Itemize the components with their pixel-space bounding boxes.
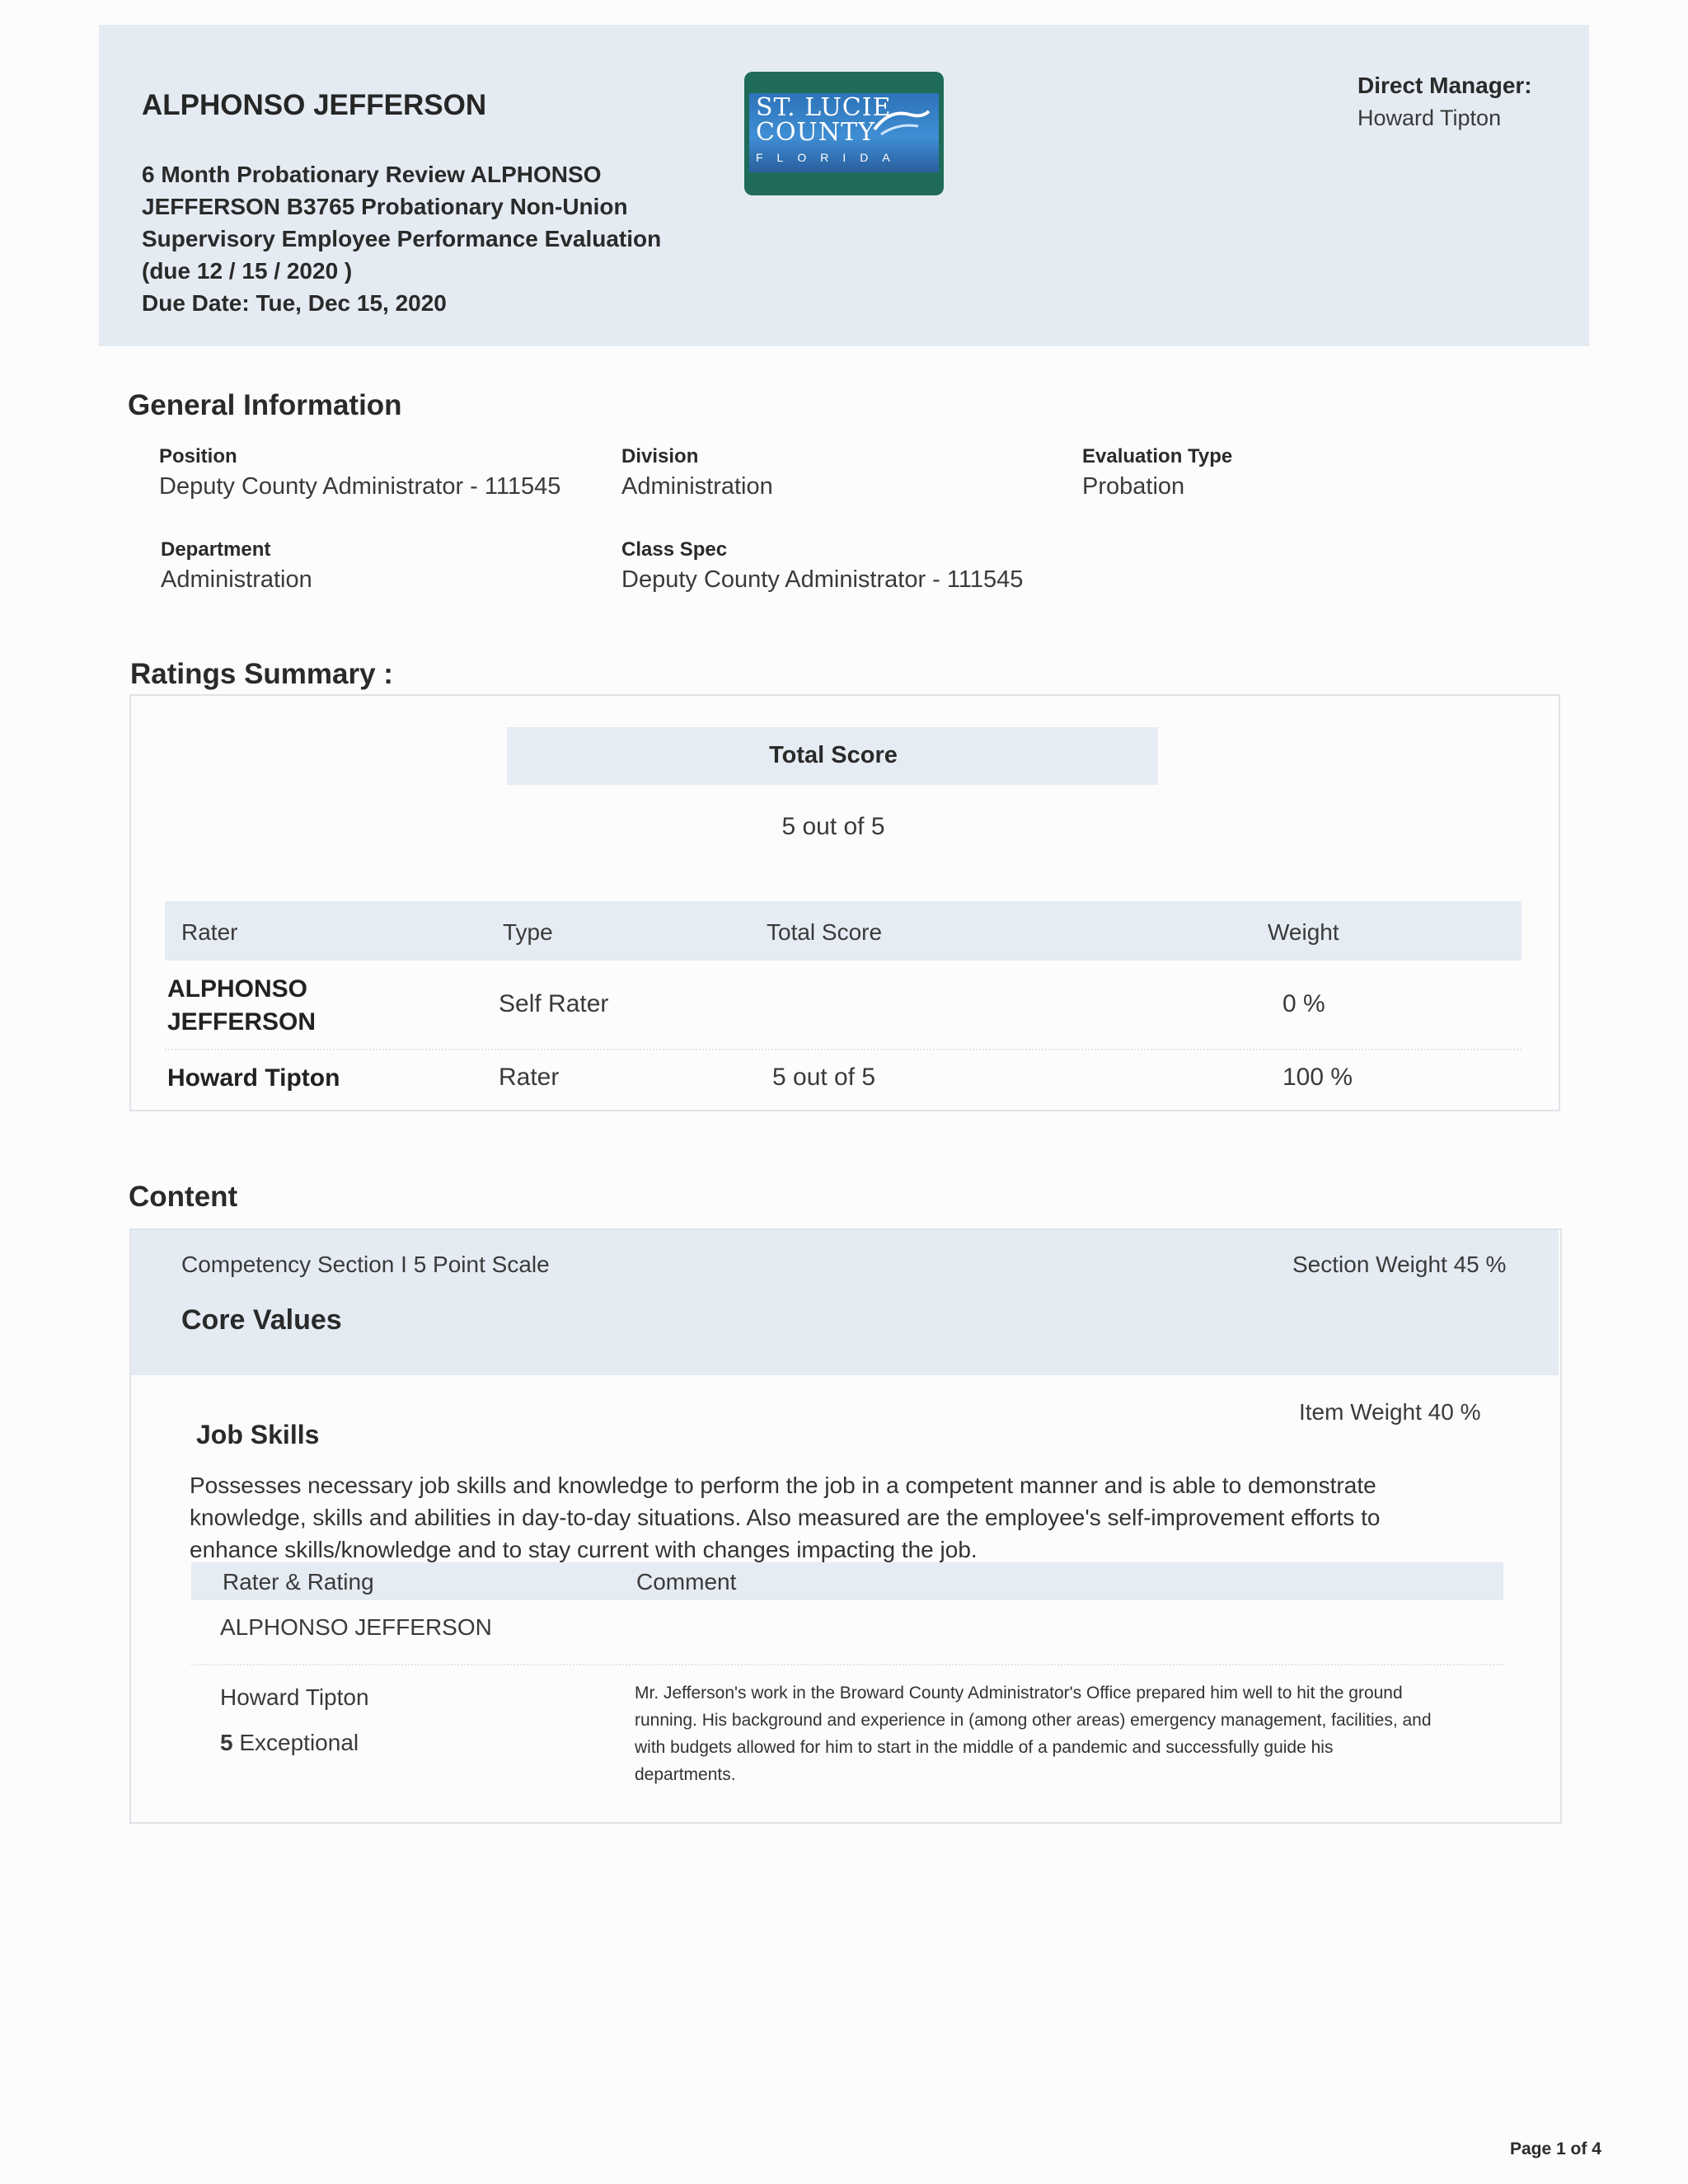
subtitle-line: Supervisory Employee Performance Evaluation	[142, 226, 662, 251]
division-label: Division	[621, 445, 699, 467]
general-info-title: General Information	[128, 389, 402, 421]
page-number: Page 1 of 4	[1510, 2139, 1601, 2158]
due-date: Due Date: Tue, Dec 15, 2020	[142, 290, 447, 316]
comment-rater-name: Howard Tipton	[220, 1684, 369, 1710]
section-title: Core Values	[181, 1304, 342, 1336]
item-weight: Item Weight 40 %	[1299, 1399, 1481, 1425]
description-line: knowledge, skills and abilities in day-to-day situations. Also measured are the employee's self-improvement efforts to	[190, 1505, 1381, 1530]
subtitle-line: 6 Month Probationary Review ALPHONSO	[142, 162, 602, 187]
row-divider	[165, 1049, 1522, 1051]
subtitle-line: JEFFERSON B3765 Probationary Non-Union	[142, 194, 628, 219]
rater-name-line: ALPHONSO	[167, 975, 308, 1003]
table-row-rater	[167, 973, 316, 1039]
class-spec-label: Class Spec	[621, 538, 728, 561]
division-value: Administration	[621, 473, 773, 500]
comment-line: running. His background and experience in (among other areas) emergency management, facilities, and	[635, 1711, 1432, 1730]
item-title: Job Skills	[196, 1420, 320, 1449]
comment-line: departments.	[635, 1765, 736, 1784]
evaluation-subtitle	[142, 158, 669, 319]
logo-text-line3: FLORIDA	[756, 151, 904, 164]
rater-comment	[635, 1679, 1508, 1788]
col-weight: Weight	[1268, 919, 1339, 945]
wave-icon	[873, 105, 931, 138]
logo-text-line1: ST. LUCIE	[756, 93, 892, 122]
table-row-weight: 100 %	[1282, 1064, 1353, 1091]
county-logo	[744, 72, 944, 195]
table-row-score: 5 out of 5	[772, 1064, 876, 1091]
position-label: Position	[159, 445, 237, 467]
comment-line: Mr. Jefferson's work in the Broward County Administrator's Office prepared him well to hit the ground	[635, 1684, 1403, 1703]
direct-manager-name: Howard Tipton	[1357, 106, 1502, 130]
description-line: enhance skills/knowledge and to stay current with changes impacting the job.	[190, 1537, 978, 1562]
table-row-weight: 0 %	[1282, 990, 1325, 1017]
class-spec-value: Deputy County Administrator - 111545	[621, 566, 1024, 593]
comment-table-header	[191, 1562, 1503, 1600]
description-line: Possesses necessary job skills and knowledge to perform the job in a competent manner and is able to demonstrate	[190, 1472, 1376, 1498]
total-score-value: 5 out of 5	[781, 813, 885, 840]
table-row-type: Self Rater	[499, 990, 609, 1017]
logo-panel	[749, 93, 939, 172]
competency-section-label: Competency Section I 5 Point Scale	[181, 1252, 550, 1277]
total-score-label: Total Score	[769, 742, 898, 768]
rating-number: 5	[220, 1730, 233, 1755]
department-value: Administration	[161, 566, 312, 593]
row-divider	[191, 1664, 1503, 1666]
section-weight: Section Weight 45 %	[1292, 1252, 1507, 1277]
ratings-summary-title: Ratings Summary :	[130, 658, 393, 690]
table-row-rater: Howard Tipton	[167, 1064, 340, 1092]
col-rater-rating: Rater & Rating	[223, 1569, 374, 1595]
evaluation-type-value: Probation	[1082, 473, 1185, 500]
item-description	[190, 1469, 1541, 1566]
col-comment: Comment	[636, 1569, 737, 1595]
employee-name: ALPHONSO JEFFERSON	[142, 89, 487, 121]
rating-text: Exceptional	[239, 1730, 359, 1755]
department-label: Department	[161, 538, 271, 561]
logo-text-line2: COUNTY	[756, 118, 875, 147]
evaluation-type-label: Evaluation Type	[1082, 445, 1233, 467]
comment-rater-name: ALPHONSO JEFFERSON	[220, 1614, 492, 1640]
direct-manager-label: Direct Manager:	[1357, 73, 1532, 98]
rater-name-line: JEFFERSON	[167, 1008, 316, 1036]
comment-line: with budgets allowed for him to start in the middle of a pandemic and successfully guide his	[635, 1738, 1334, 1757]
table-row-type: Rater	[499, 1064, 560, 1091]
col-type: Type	[503, 919, 553, 945]
rating-value	[220, 1730, 359, 1756]
col-total-score: Total Score	[767, 919, 883, 945]
col-rater: Rater	[181, 919, 238, 945]
content-title: Content	[129, 1181, 238, 1213]
position-value: Deputy County Administrator - 111545	[159, 473, 561, 500]
subtitle-line: (due 12 / 15 / 2020 )	[142, 258, 353, 284]
